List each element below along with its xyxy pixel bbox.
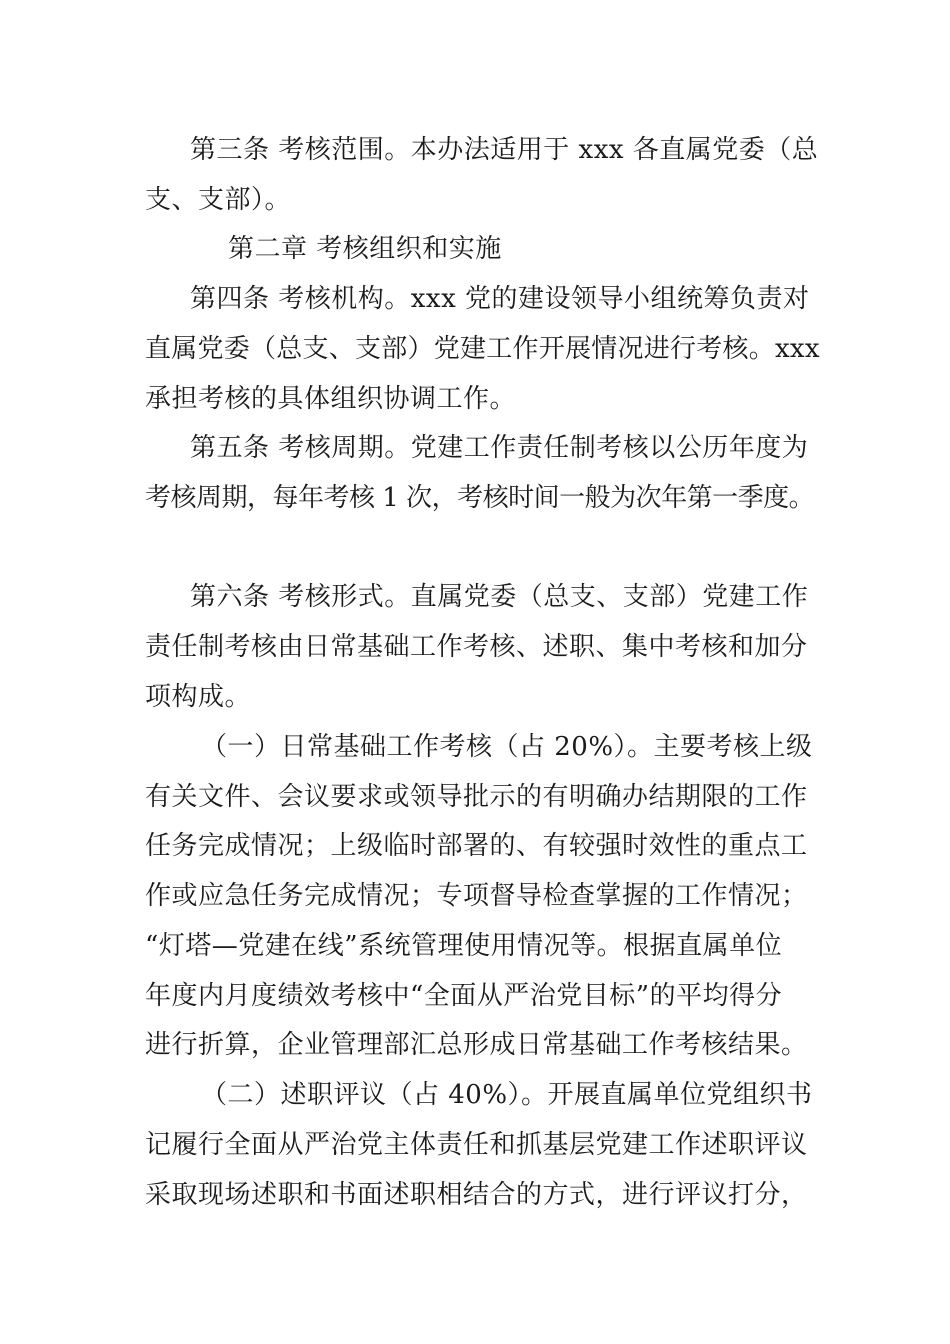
article-4-line-1: 第四条 考核机构。xxx 党的建设领导小组统筹负责对 xyxy=(190,284,810,314)
item-1-line-1: （一）日常基础工作考核（占 20%）。主要考核上级 xyxy=(201,732,813,762)
item-1-line-2: 有关文件、会议要求或领导批示的有明确办结期限的工作 xyxy=(145,782,808,812)
article-4-line-2: 直属党委（总支、支部）党建工作开展情况进行考核。xxx xyxy=(145,334,820,364)
article-6-line-3: 项构成。 xyxy=(145,682,252,712)
item-1-line-7: 进行折算，企业管理部汇总形成日常基础工作考核结果。 xyxy=(145,1030,808,1060)
article-6-line-1: 第六条 考核形式。直属党委（总支、支部）党建工作 xyxy=(190,582,809,612)
item-2-line-3: 采取现场述职和书面述职相结合的方式，进行评议打分， xyxy=(145,1180,808,1210)
item-2-line-1: （二）述职评议（占 40%）。开展直属单位党组织书 xyxy=(201,1080,813,1110)
item-2-line-2: 记履行全面从严治党主体责任和抓基层党建工作述职评议 xyxy=(145,1130,808,1160)
article-3-line-2: 支、支部）。 xyxy=(145,185,292,215)
item-1-line-4: 作或应急任务完成情况；专项督导检查掌握的工作情况； xyxy=(145,881,808,911)
item-1-line-3: 任务完成情况；上级临时部署的、有较强时效性的重点工 xyxy=(145,831,808,861)
article-5-line-1: 第五条 考核周期。党建工作责任制考核以公历年度为 xyxy=(190,433,809,463)
article-5-line-2: 考核周期，每年考核 1 次，考核时间一般为次年第一季度。 xyxy=(145,483,815,513)
item-1-line-5: “灯塔—党建在线”系统管理使用情况等。根据直属单位 xyxy=(145,931,783,961)
article-4-line-3: 承担考核的具体组织协调工作。 xyxy=(145,384,517,414)
item-1-line-6: 年度内月度绩效考核中“全面从严治党目标”的平均得分 xyxy=(145,981,783,1011)
chapter-2-heading: 第二章 考核组织和实施 xyxy=(228,234,502,264)
article-3-line-1: 第三条 考核范围。本办法适用于 xxx 各直属党委（总 xyxy=(190,135,819,165)
article-6-line-2: 责任制考核由日常基础工作考核、述职、集中考核和加分 xyxy=(145,632,808,662)
